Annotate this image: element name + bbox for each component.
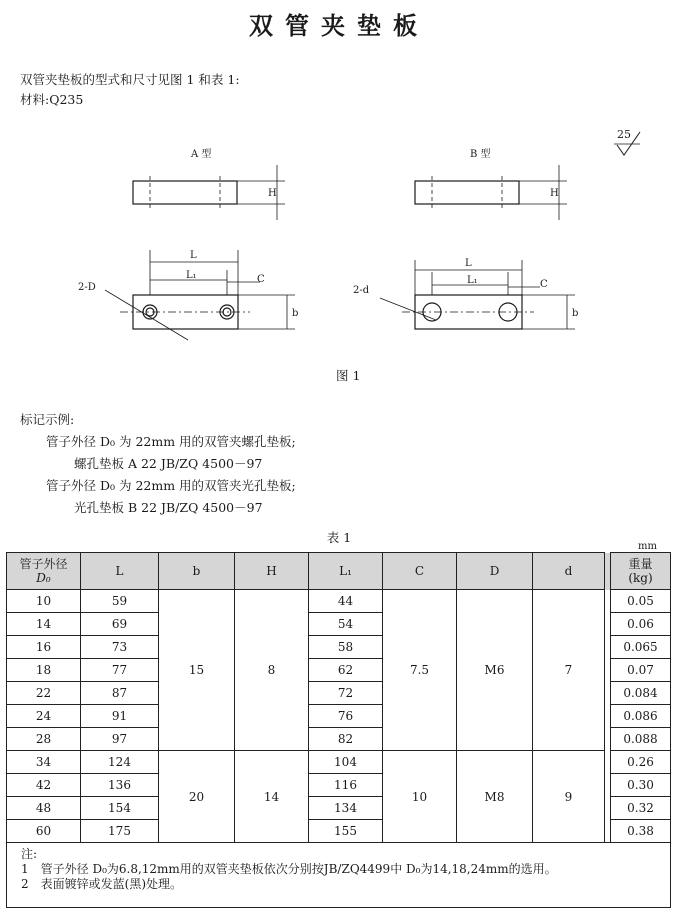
figure-caption: 图 1: [336, 368, 361, 383]
table-row: 22 87 72 0.084: [7, 682, 671, 705]
type-a-dim-b: b: [292, 308, 299, 319]
table-row: 42 136 116 0.30: [7, 774, 671, 797]
table-row: 18 77 62 0.07: [7, 659, 671, 682]
type-b-label: B 型: [470, 149, 491, 160]
intro-material: 材料:Q235: [20, 92, 84, 107]
page-title: 双管夹垫板: [249, 12, 429, 40]
group2-C: 10: [383, 751, 457, 843]
header-L: L: [81, 553, 159, 590]
type-a-dim-H: H: [268, 188, 277, 199]
marking-heading: 标记示例:: [20, 412, 75, 427]
type-a-dim-L: L: [190, 250, 197, 261]
group1-C: 7.5: [383, 590, 457, 751]
table-notes-row: [7, 843, 671, 908]
table-caption: 表 1: [326, 530, 352, 545]
marking-line-4: 光孔垫板 B 22 JB/ZQ 4500－97: [74, 500, 263, 515]
table-row: 16 73 58 0.065: [7, 636, 671, 659]
table-row: 28 97 82 0.088: [7, 728, 671, 751]
group2-d: 9: [533, 751, 605, 843]
table-row: 10 59 15 8 44 7.5 M6 7 0.05: [7, 590, 671, 613]
header-C: C: [383, 553, 457, 590]
table-row: 14 69 54 0.06: [7, 613, 671, 636]
type-b-dim-H: H: [550, 188, 559, 199]
table-row: 24 91 76 0.086: [7, 705, 671, 728]
header-D: D: [457, 553, 533, 590]
marking-line-3: 管子外径 D₀ 为 22mm 用的双管夹光孔垫板;: [46, 478, 296, 493]
type-b-side-view: [415, 181, 519, 204]
group2-H: 14: [235, 751, 309, 843]
note-2: 2 表面镀锌或发蓝(黑)处理。: [21, 877, 182, 891]
type-a-label: A 型: [191, 149, 212, 160]
type-b-hole-label: 2-d: [353, 285, 370, 296]
group2-b: 20: [159, 751, 235, 843]
table-notes: [7, 843, 671, 908]
group2-D: M8: [457, 751, 533, 843]
type-b-dim-C: C: [540, 279, 548, 290]
type-a-dim-C: C: [257, 274, 265, 285]
group1-H: 8: [235, 590, 309, 751]
type-a-dim-L1: L₁: [186, 270, 197, 281]
figure-1-drawing: [0, 120, 678, 360]
type-b-dim-L: L: [465, 258, 472, 269]
group1-D: M6: [457, 590, 533, 751]
notes-heading: 注:: [21, 847, 38, 861]
header-L1: L₁: [309, 553, 383, 590]
header-b: b: [159, 553, 235, 590]
roughness-value: 25: [617, 128, 631, 141]
table-unit: mm: [638, 541, 657, 552]
header-weight: 重量 (kg): [611, 553, 671, 590]
table-row: 60 175 155 0.38: [7, 820, 671, 843]
type-a-hole-label: 2-D: [78, 282, 96, 293]
table-row: 48 154 134 0.32: [7, 797, 671, 820]
header-d: d: [533, 553, 605, 590]
type-b-dim-b: b: [572, 308, 579, 319]
header-d0: 管子外径 D₀: [7, 553, 81, 590]
table-row: 34 124 20 14 104 10 M8 9 0.26: [7, 751, 671, 774]
group1-d: 7: [533, 590, 605, 751]
type-a-side-view: [133, 181, 237, 204]
header-H: H: [235, 553, 309, 590]
group1-b: 15: [159, 590, 235, 751]
note-1: 1 管子外径 D₀为6.8,12mm用的双管夹垫板依次分别按JB/ZQ4499中 D₀为14,18,24mm的选用。: [21, 862, 557, 876]
spec-table: [6, 552, 671, 908]
table-header-row: [7, 553, 671, 590]
marking-line-2: 螺孔垫板 A 22 JB/ZQ 4500－97: [74, 456, 263, 471]
intro-line-1: 双管夹垫板的型式和尺寸见图 1 和表 1:: [20, 72, 240, 87]
marking-line-1: 管子外径 D₀ 为 22mm 用的双管夹螺孔垫板;: [46, 434, 296, 449]
type-b-dim-L1: L₁: [467, 275, 478, 286]
